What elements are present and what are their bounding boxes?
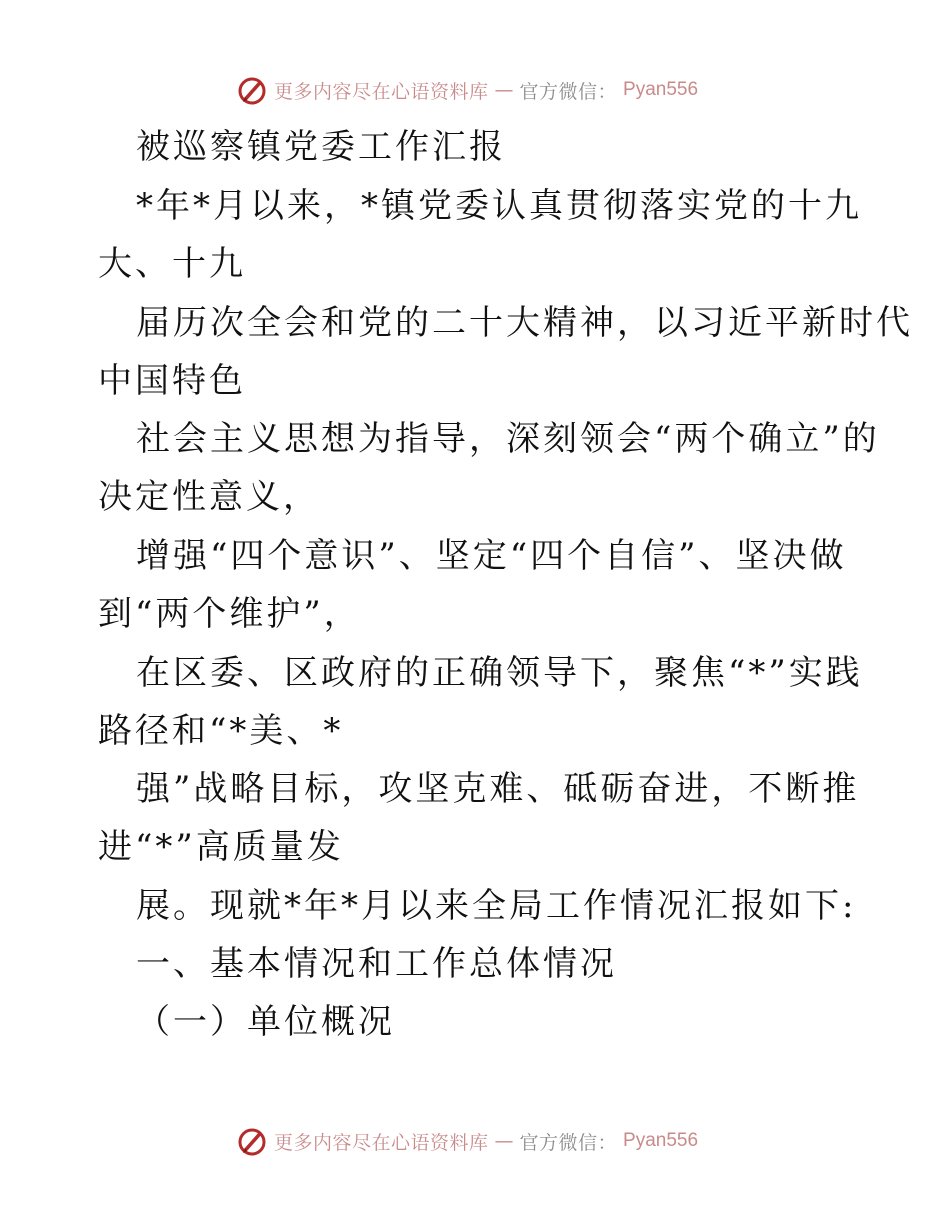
watermark-wechat-label: 官方微信： bbox=[519, 80, 618, 103]
paragraph-line: 路径和“*美、* bbox=[98, 711, 344, 751]
paragraph-line: 进“*”高质量发 bbox=[98, 827, 344, 867]
paragraph-line: 届历次全会和党的二十大精神，以习近平新时代 bbox=[136, 303, 913, 343]
watermark-wechat-label: 官方微信： bbox=[519, 1131, 618, 1154]
header-watermark bbox=[236, 73, 698, 107]
paragraph-line: 中国特色 bbox=[98, 361, 246, 401]
footer-watermark bbox=[236, 1124, 698, 1158]
document-title: 被巡察镇党委工作汇报 bbox=[136, 127, 506, 167]
watermark-text: 更多内容尽在心语资料库 bbox=[274, 1131, 489, 1154]
paragraph-line: 展。现就*年*月以来全局工作情况汇报如下: bbox=[136, 886, 857, 926]
watermark-wechat-id: Pyan556 bbox=[623, 1130, 699, 1151]
section-heading: 一、基本情况和工作总体情况 bbox=[136, 944, 617, 984]
quill-logo-icon bbox=[236, 1125, 268, 1157]
paragraph-line: 决定性意义， bbox=[98, 477, 320, 517]
paragraph-line: *年*月以来，*镇党委认真贯彻落实党的十九 bbox=[136, 186, 862, 226]
watermark-dash: — bbox=[494, 1130, 514, 1152]
paragraph-line: 强”战略目标，攻坚克难、砥砺奋进，不断推 bbox=[136, 769, 860, 809]
paragraph-line: 在区委、区政府的正确领导下，聚焦“*”实践 bbox=[136, 653, 863, 693]
paragraph-line: 增强“四个意识”、坚定“四个自信”、坚决做 bbox=[136, 536, 847, 576]
paragraph-line: 社会主义思想为指导，深刻领会“两个确立”的 bbox=[136, 419, 880, 459]
subsection-heading: （一）单位概况 bbox=[136, 1002, 395, 1042]
paragraph-line: 到“两个维护”， bbox=[98, 594, 361, 634]
watermark-text: 更多内容尽在心语资料库 bbox=[274, 80, 489, 103]
watermark-dash: — bbox=[494, 79, 514, 101]
watermark-wechat-id: Pyan556 bbox=[623, 79, 699, 100]
paragraph-line: 大、十九 bbox=[98, 244, 246, 284]
quill-logo-icon bbox=[236, 74, 268, 106]
